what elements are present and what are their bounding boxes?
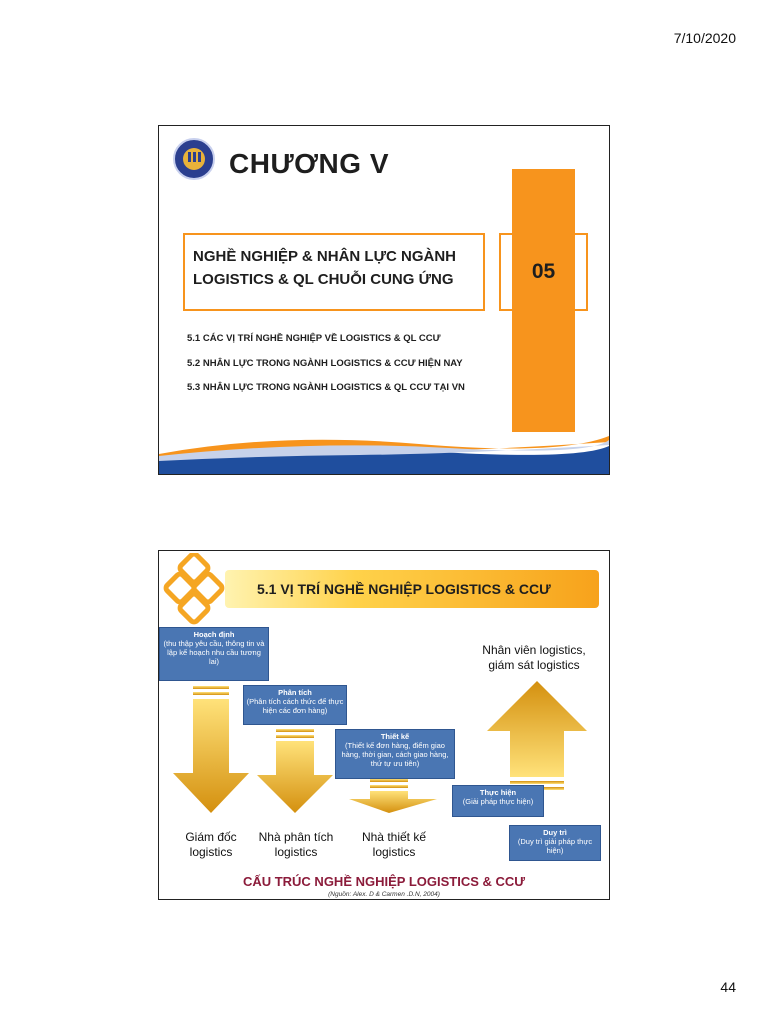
box-implementation-text: (Giải pháp thực hiện): [462, 797, 534, 806]
chapter-subject-line-1: NGHỀ NGHIỆP & NHÂN LỰC NGÀNH: [193, 248, 457, 265]
role-analyst-line-2: logistics: [274, 845, 318, 859]
box-analysis: [243, 685, 347, 725]
university-logo-icon: [173, 138, 215, 180]
toc-item-2: 5.2 NHÂN LỰC TRONG NGÀNH LOGISTICS & CCƯ HIỆN NAY: [187, 358, 463, 369]
role-analyst: [251, 830, 341, 860]
box-design-title: Thiết kế: [380, 732, 410, 741]
chapter-subject-box: [183, 233, 485, 311]
box-planning-text: (thu thập yêu cầu, thông tin và lập kế hoạch nhu cầu tương lai): [163, 639, 265, 666]
box-design: [335, 729, 455, 779]
box-analysis-text: (Phân tích cách thức để thực hiện các đơn hàng): [246, 697, 344, 715]
chapter-title: CHƯƠNG V: [229, 148, 390, 179]
role-staff-line-2: giám sát logistics: [488, 658, 580, 672]
box-implementation: [452, 785, 544, 817]
role-analyst-line-1: Nhà phân tích: [258, 830, 334, 844]
diagram-caption: CẤU TRÚC NGHỀ NGHIỆP LOGISTICS & CCƯ: [242, 874, 526, 889]
role-designer-line-1: Nhà thiết kế: [361, 830, 427, 844]
box-planning-title: Hoạch định: [193, 630, 235, 639]
role-designer-line-2: logistics: [372, 845, 416, 859]
box-analysis-title: Phân tích: [278, 688, 312, 697]
box-planning: [159, 627, 269, 681]
section-title: 5.1 VỊ TRÍ NGHỀ NGHIỆP LOGISTICS & CCƯ: [257, 581, 551, 597]
role-director: [169, 830, 253, 860]
role-staff: [469, 643, 599, 673]
role-designer: [347, 830, 441, 860]
down-arrow-director: [173, 686, 249, 813]
box-maintenance: [509, 825, 601, 861]
slide-chapter-cover: [158, 125, 610, 475]
source-citation: (Nguồn: Alex. D & Carmen .D.N, 2004): [328, 891, 440, 898]
arrows-layer: [159, 551, 609, 871]
box-maintenance-title: Duy trì: [543, 828, 567, 837]
document-date: 7/10/2020: [673, 30, 736, 46]
role-director-line-1: Giám đốc: [185, 830, 237, 844]
role-staff-line-1: Nhân viên logistics,: [482, 643, 586, 657]
toc-item-3: 5.3 NHÂN LỰC TRONG NGÀNH LOGISTICS & QL CCƯ TẠI VN: [187, 382, 465, 393]
down-arrow-designer: [349, 779, 437, 813]
decorative-wave: [159, 426, 609, 474]
chapter-number: 05: [499, 233, 588, 311]
slide-career-structure: [158, 550, 610, 900]
toc-item-1: 5.1 CÁC VỊ TRÍ NGHỀ NGHIỆP VỀ LOGISTICS & QL CCƯ: [187, 333, 441, 344]
down-arrow-analyst: [257, 729, 333, 813]
box-design-text: (Thiết kế đơn hàng, điểm giao hàng, thời gian, cách giao hàng, thứ tự ưu tiên): [341, 741, 449, 768]
chapter-subject-line-2: LOGISTICS & QL CHUỖI CUNG ỨNG: [193, 271, 454, 288]
box-maintenance-text: (Duy trì giải pháp thực hiện): [517, 837, 593, 855]
box-implementation-title: Thực hiện: [479, 788, 517, 797]
page-number: 44: [720, 979, 736, 995]
up-arrow-staff: [487, 681, 587, 790]
role-director-line-2: logistics: [189, 845, 233, 859]
